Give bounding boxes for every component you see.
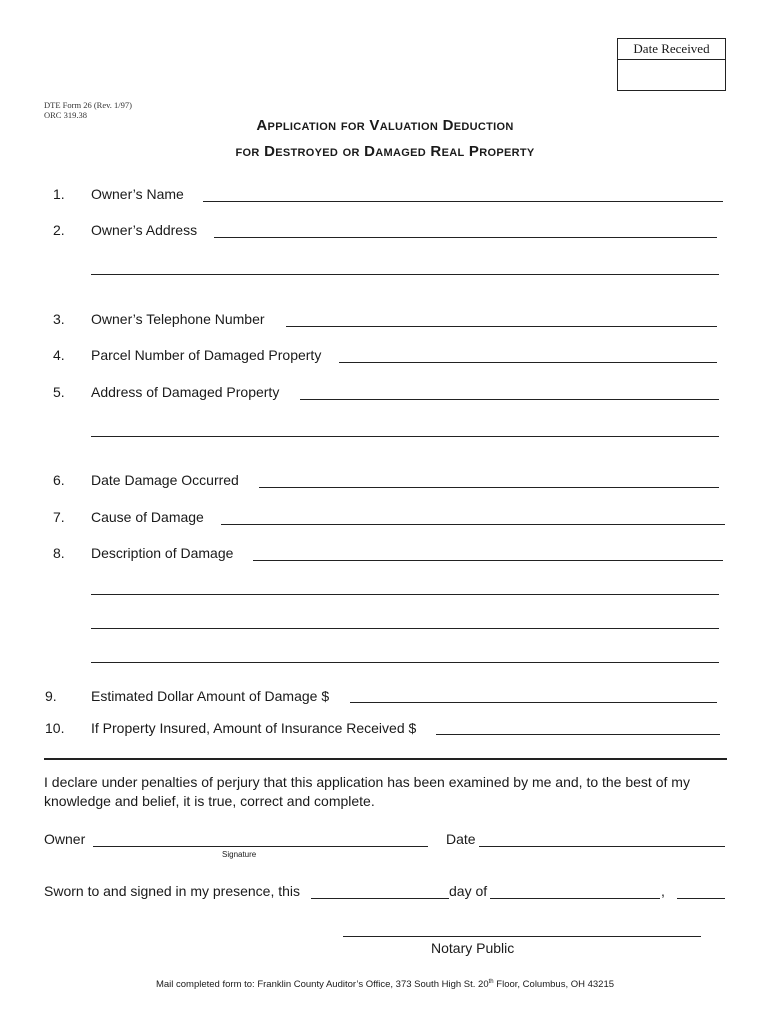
owner-signature-label: Owner bbox=[44, 831, 86, 847]
mailing-instructions-superscript: th bbox=[488, 979, 494, 985]
mailing-instructions-part-1: Mail completed form to: Franklin County Auditor’s Office, 373 South High St. 20 bbox=[155, 979, 489, 991]
statute-ref: ORC 319.38 bbox=[44, 110, 87, 120]
date-damage-label: Date Damage Occurred bbox=[91, 472, 239, 488]
notary-signature-field[interactable] bbox=[343, 936, 701, 937]
damaged-property-address-label: Address of Damaged Property bbox=[91, 384, 280, 400]
damaged-property-address-field[interactable] bbox=[300, 399, 719, 400]
date-received-box bbox=[617, 38, 726, 91]
description-of-damage-field-line-4[interactable] bbox=[91, 662, 719, 663]
item-number: 10. bbox=[45, 720, 65, 736]
sworn-year-field[interactable] bbox=[677, 898, 725, 899]
insurance-received-label: If Property Insured, Amount of Insurance Received $ bbox=[91, 720, 417, 736]
item-number: 7. bbox=[53, 509, 65, 525]
form-id: DTE Form 26 (Rev. 1/97) bbox=[44, 100, 132, 110]
item-number: 4. bbox=[53, 347, 65, 363]
parcel-number-field[interactable] bbox=[339, 362, 717, 363]
form-title-line-1: Application for Valuation Deduction bbox=[256, 117, 514, 134]
estimated-damage-field[interactable] bbox=[350, 702, 717, 703]
description-of-damage-field-line-3[interactable] bbox=[91, 628, 719, 629]
parcel-number-label: Parcel Number of Damaged Property bbox=[91, 347, 322, 363]
item-number: 8. bbox=[53, 545, 65, 561]
item-number: 1. bbox=[53, 186, 65, 202]
item-number: 2. bbox=[53, 222, 65, 238]
description-of-damage-field-line-2[interactable] bbox=[91, 594, 719, 595]
owner-signature-field[interactable] bbox=[93, 846, 428, 847]
owner-address-field-line-2[interactable] bbox=[91, 274, 719, 275]
signature-caption: Signature bbox=[222, 850, 257, 859]
form-title-line-2: for Destroyed or Damaged Real Property bbox=[235, 143, 535, 160]
owner-telephone-field[interactable] bbox=[286, 326, 717, 327]
notary-public-label: Notary Public bbox=[431, 940, 515, 956]
description-of-damage-label: Description of Damage bbox=[91, 545, 234, 561]
sworn-comma: , bbox=[661, 883, 665, 899]
cause-of-damage-label: Cause of Damage bbox=[91, 509, 204, 525]
sworn-day-field[interactable] bbox=[311, 898, 449, 899]
cause-of-damage-field[interactable] bbox=[221, 524, 725, 525]
item-number: 6. bbox=[53, 472, 65, 488]
date-damage-field[interactable] bbox=[259, 487, 719, 488]
sworn-day-of-label: day of bbox=[449, 883, 488, 899]
owner-telephone-label: Owner’s Telephone Number bbox=[91, 311, 265, 327]
declaration-text: I declare under penalties of perjury that this application has been examined by me and, to the best of my knowledge and belief, it is true, correct and complete. bbox=[44, 774, 690, 809]
item-number: 3. bbox=[53, 311, 65, 327]
item-number: 9. bbox=[45, 688, 57, 704]
section-divider bbox=[44, 758, 727, 760]
mailing-instructions-part-2: Floor, Columbus, OH 43215 bbox=[493, 979, 615, 991]
signature-date-label: Date bbox=[446, 831, 476, 847]
signature-date-field[interactable] bbox=[479, 846, 725, 847]
item-number: 5. bbox=[53, 384, 65, 400]
damaged-property-address-field-line-2[interactable] bbox=[91, 436, 719, 437]
sworn-statement-label: Sworn to and signed in my presence, this bbox=[44, 883, 301, 899]
date-received-label: Date Received bbox=[618, 39, 725, 60]
estimated-damage-label: Estimated Dollar Amount of Damage $ bbox=[91, 688, 330, 704]
sworn-month-field[interactable] bbox=[490, 898, 660, 899]
description-of-damage-field[interactable] bbox=[253, 560, 723, 561]
insurance-received-field[interactable] bbox=[436, 734, 720, 735]
owner-name-field[interactable] bbox=[203, 201, 723, 202]
mailing-instructions bbox=[0, 979, 770, 990]
owner-address-field[interactable] bbox=[214, 237, 717, 238]
owner-address-label: Owner’s Address bbox=[91, 222, 198, 238]
owner-name-label: Owner’s Name bbox=[91, 186, 184, 202]
